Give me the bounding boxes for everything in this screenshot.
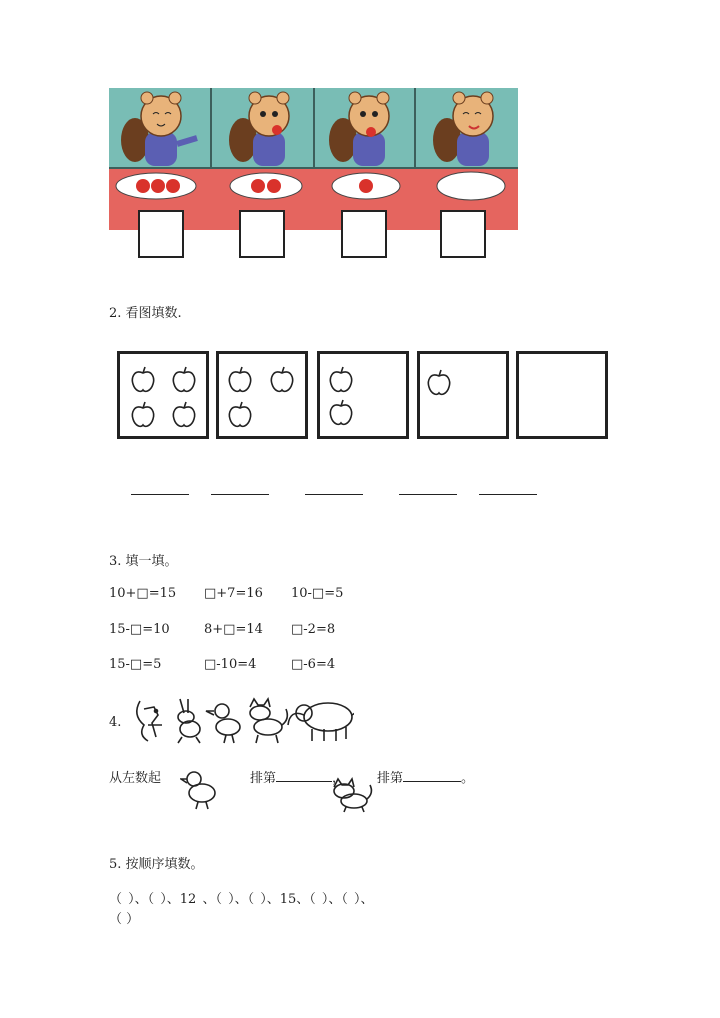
equation: □-10=4 [204, 657, 257, 672]
equation: 15-□=5 [109, 657, 162, 672]
strawberry-icon [136, 179, 150, 193]
answer-box-3[interactable] [341, 210, 387, 258]
squirrel-icon [229, 92, 289, 166]
apple-box-4 [417, 351, 509, 439]
answer-blank-duck[interactable] [276, 769, 332, 782]
q2-title: 2. 看图填数. [109, 306, 182, 321]
equation: 15-□=10 [109, 622, 170, 637]
answer-box-1[interactable] [138, 210, 184, 258]
squirrel-icon [121, 92, 197, 166]
q4-rank-label-2: 排第 [377, 771, 404, 786]
equation: □+7=16 [204, 586, 263, 601]
equation: 10+□=15 [109, 586, 177, 601]
q4-end: 。 [461, 771, 475, 786]
strawberry-icon [251, 179, 265, 193]
strawberry-icon [359, 179, 373, 193]
apple-icon [227, 366, 253, 394]
duck-icon [180, 767, 220, 811]
q5-sequence-line-2: （ ） [109, 912, 140, 927]
apple-icon [130, 366, 156, 394]
cat-icon [332, 777, 376, 813]
squirrel-strawberry-picture [109, 88, 518, 263]
strawberry-icon [151, 179, 165, 193]
q4-rank-2 [377, 767, 474, 786]
answer-blank-2[interactable] [211, 494, 269, 495]
apple-icon [171, 401, 197, 429]
plate-icon [230, 173, 302, 199]
apple-box-5 [516, 351, 608, 439]
answer-blank-5[interactable] [479, 494, 537, 495]
q4-sentence-start: 从左数起 [109, 771, 162, 786]
strawberry-icon [267, 179, 281, 193]
squirrel-icon [433, 92, 493, 166]
duck-icon [206, 704, 240, 743]
q4-separator: ， [332, 771, 346, 786]
apple-box-3 [317, 351, 409, 439]
strawberry-icon [166, 179, 180, 193]
answer-blank-4[interactable] [399, 494, 457, 495]
q5-sequence-line-1: （ ）、（ ）、12 、（ ）、（ ）、15、（ ）、（ ）、 [109, 892, 374, 907]
cat-icon [250, 699, 287, 743]
q4-sentence [109, 767, 161, 786]
answer-box-2[interactable] [239, 210, 285, 258]
apple-icon [171, 366, 197, 394]
q4-rank-label-1: 排第 [250, 771, 277, 786]
elephant-icon [288, 703, 354, 741]
answer-blank-3[interactable] [305, 494, 363, 495]
apple-icon [227, 401, 253, 429]
q3-title: 3. 填一填。 [109, 554, 178, 569]
answer-blank-cat[interactable] [403, 769, 461, 782]
q5-title: 5. 按顺序填数。 [109, 857, 204, 872]
squirrel-icon [137, 701, 162, 741]
squirrel-icon [329, 92, 389, 166]
apple-icon [269, 366, 295, 394]
q4-number: 4. [109, 715, 122, 730]
equation: 8+□=14 [204, 622, 263, 637]
apple-icon [328, 366, 354, 394]
answer-blank-1[interactable] [131, 494, 189, 495]
equation: □-6=4 [291, 657, 336, 672]
answer-box-4[interactable] [440, 210, 486, 258]
animals-row-image [128, 695, 354, 747]
rabbit-icon [178, 699, 200, 743]
apple-icon [328, 399, 354, 427]
apple-icon [130, 401, 156, 429]
plate-icon [437, 172, 505, 200]
equation: 10-□=5 [291, 586, 344, 601]
apple-icon [426, 369, 452, 397]
q4-rank-1 [250, 767, 345, 786]
equation: □-2=8 [291, 622, 336, 637]
apple-box-1 [117, 351, 209, 439]
apple-box-2 [216, 351, 308, 439]
